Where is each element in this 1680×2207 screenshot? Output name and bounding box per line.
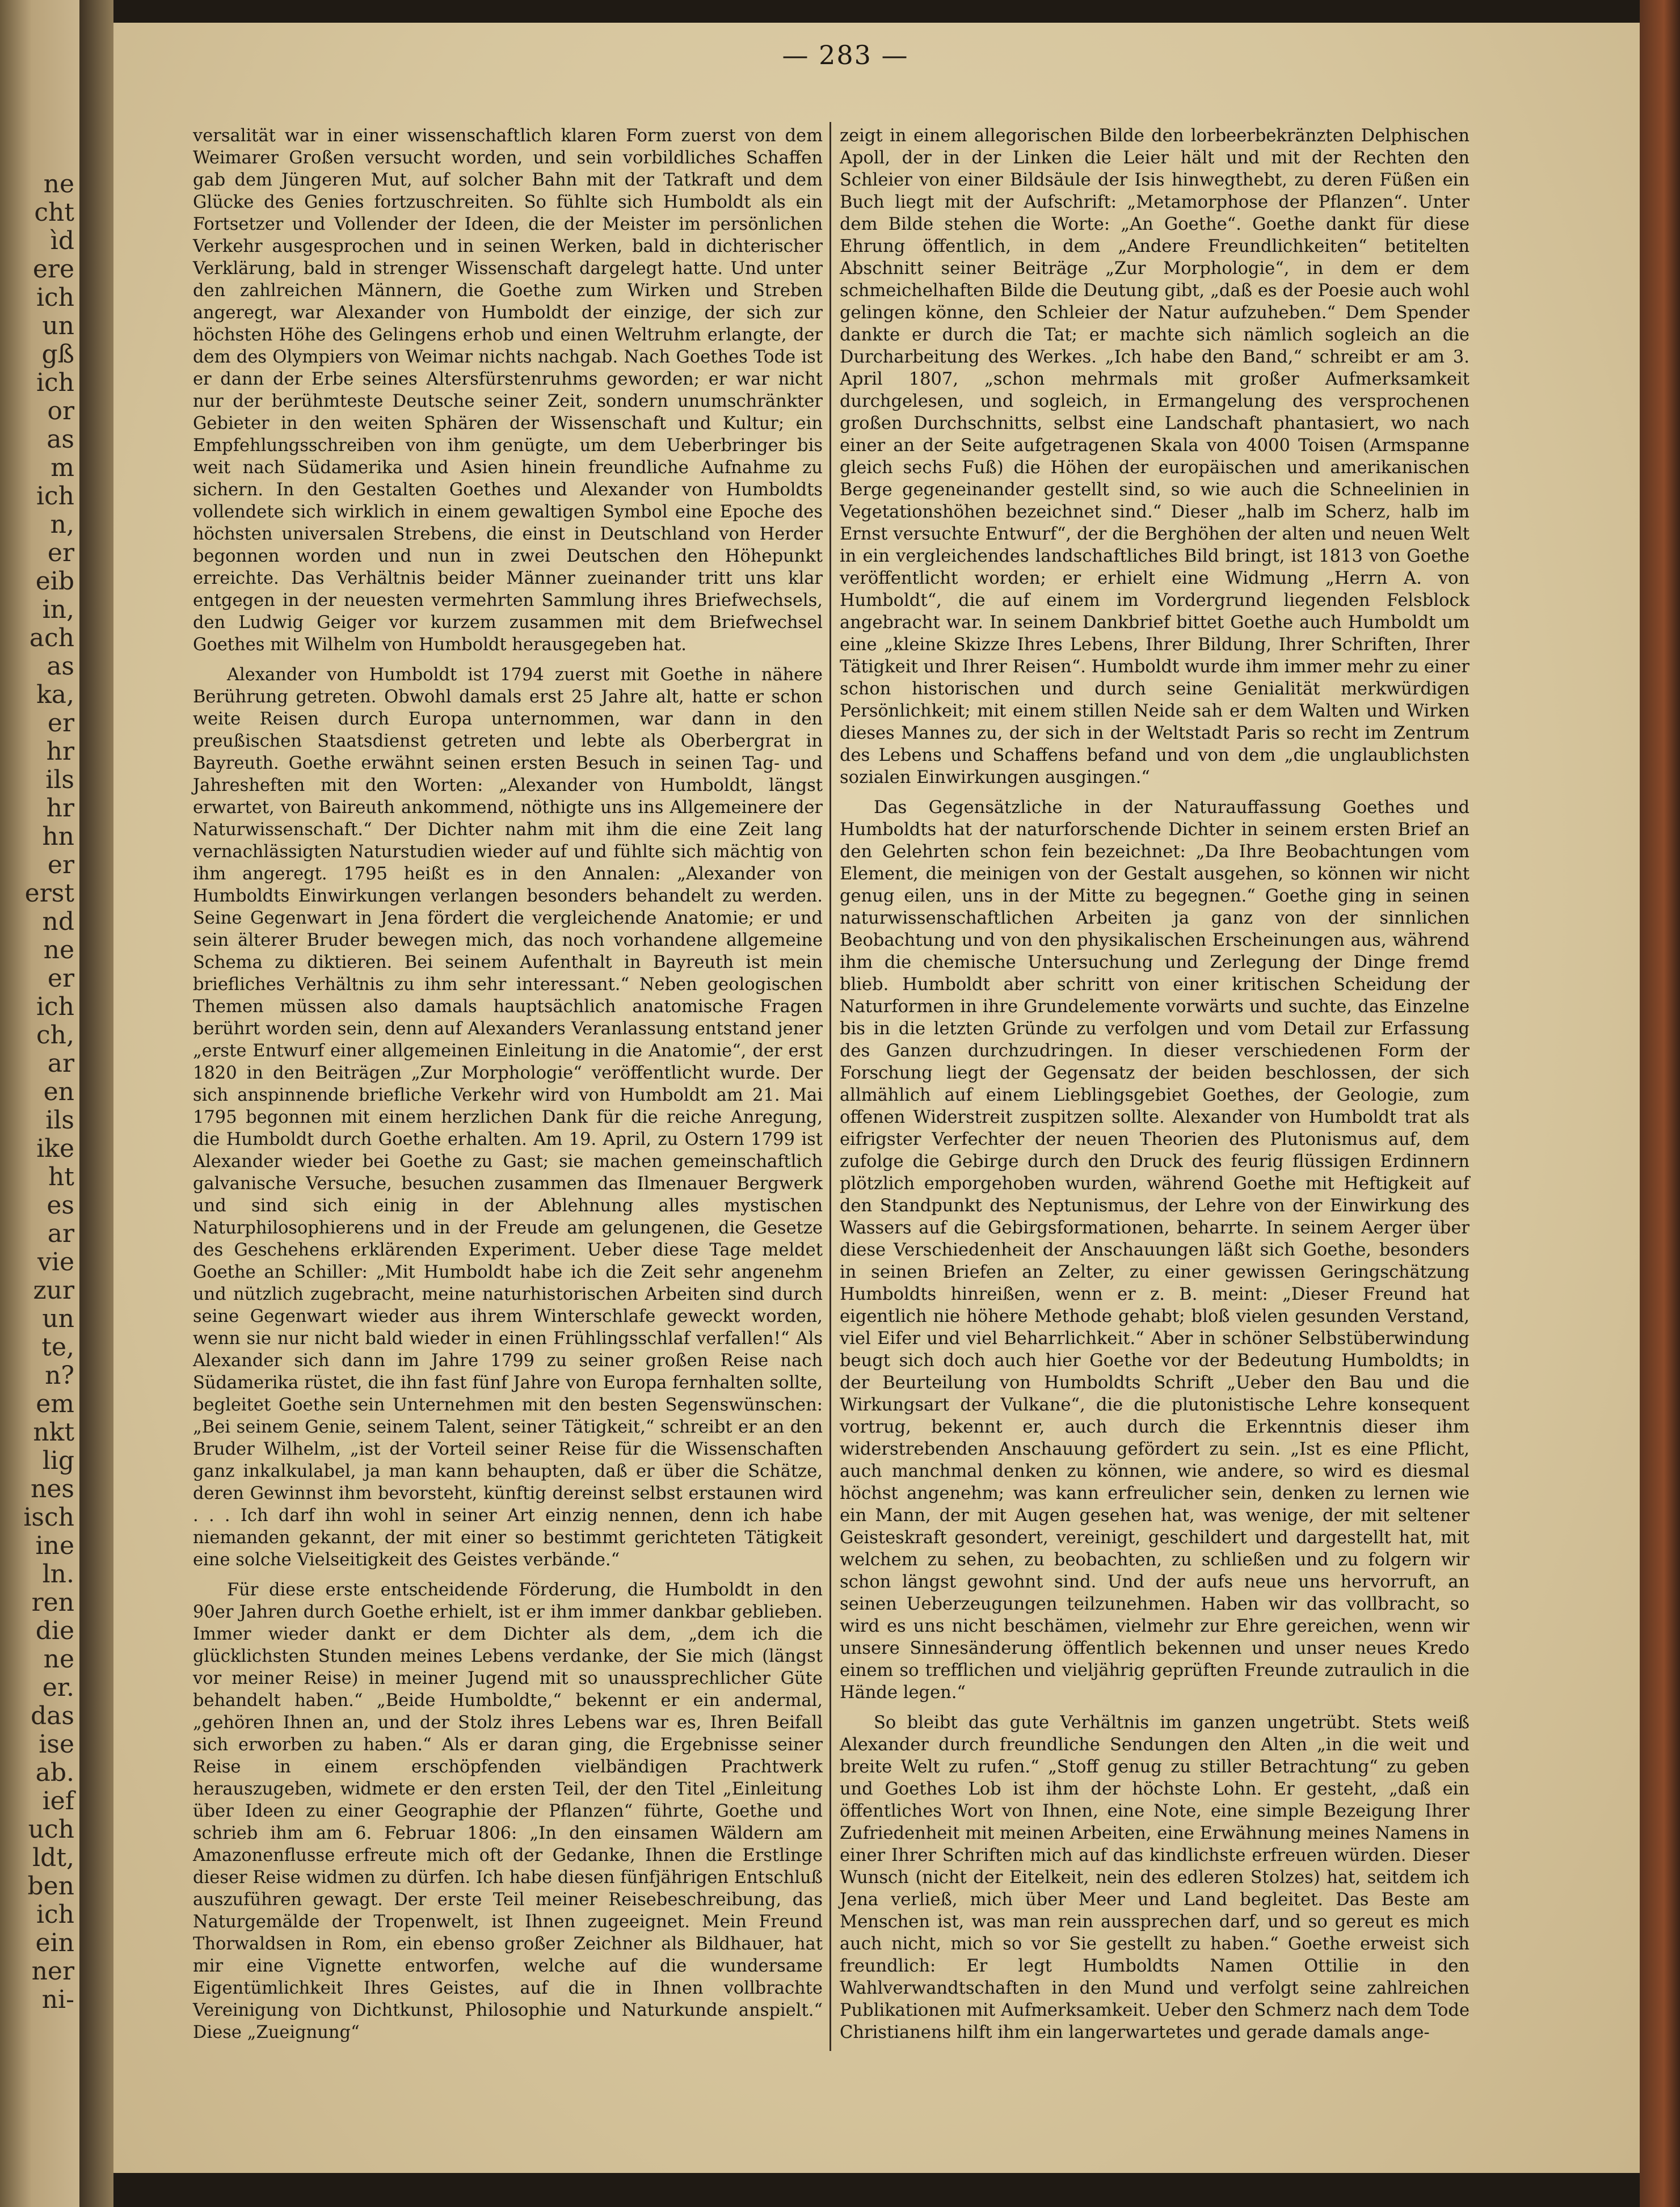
margin-fragment: ich <box>36 368 74 397</box>
margin-fragment: cht <box>34 198 74 227</box>
margin-fragment: es <box>47 1191 74 1220</box>
margin-fragment: te, <box>41 1333 74 1362</box>
margin-fragment: ìd <box>50 226 74 255</box>
margin-fragment: ils <box>45 1106 74 1135</box>
margin-fragment: nes <box>31 1475 74 1503</box>
margin-fragment: hr <box>46 737 74 766</box>
previous-page-edge <box>0 0 79 2207</box>
margin-fragment: ne <box>43 936 74 964</box>
margin-fragment: nkt <box>33 1418 74 1447</box>
margin-fragment: in, <box>42 595 74 624</box>
margin-fragment: zur <box>33 1276 74 1305</box>
margin-fragment: hr <box>46 794 74 823</box>
margin-fragment: vie <box>37 1248 74 1277</box>
margin-fragment: die <box>35 1616 74 1645</box>
margin-fragment: ne <box>43 1645 74 1674</box>
margin-fragment: ab. <box>35 1758 74 1787</box>
paragraph: versalität war in einer wissenschaftlich klaren Form zuerst von dem Weimarer Großen versucht worden, und sein vorbildliches Schaffen gab dem Jüngeren Mut, auf solcher Bahn mit der Tatkraft und dem Glücke des Genies fortzuschreiten. So fühlte sich Humboldt als ein Fortsetzer und Vollender der Ideen, die der Meister im persönlichen Verkehr ausgesprochen und in seinen Werken, bald in dichterischer Verklärung, bald in strenger Wissenschaft dargelegt hatte. Und unter den zahlreichen Männern, die Goethe zum Wirken und Streben angeregt, war Alexander von Humboldt der einzige, der sich zur höchsten Höhe des Gelingens erhob und einen Weltruhm erlangte, der dem des Olympiers von Weimar nichts nachgab. Nach Goethes Tode ist er dann der Erbe seines Altersfürstenruhms geworden; er war nicht nur der berühmteste Deutsche seiner Zeit, sondern unumschränkter Gebieter in den weiten Sphären der Wissenschaft und Kultur; ein Empfehlungsschreiben von ihm genügte, um dem Ueberbringer bis weit nach Südamerika und Asien hinein freundliche Aufnahme zu sichern. In den Gestalten Goethes und Alexander von Humboldts vollendete sich wirklich in einem gewaltigen Symbol eine Epoche des höchsten universalen Strebens, die einst in Deutschland von Herder begonnen worden und nun in zwei Deutschen den Höhepunkt erreichte. Das Verhältnis beider Männer zueinander tritt uns klar entgegen in der neuesten vermehrten Sammlung ihres Briefwechsels, den Ludwig Geiger vor kurzem zusammen mit dem Briefwechsel Goethes mit Wilhelm von Humboldt herausgegeben hat. <box>193 126 823 655</box>
margin-fragment: uch <box>28 1815 74 1844</box>
margin-fragment: lig <box>42 1446 74 1475</box>
margin-fragment: ldt, <box>32 1843 74 1872</box>
margin-fragment: er <box>47 709 74 738</box>
right-column <box>840 125 1470 2044</box>
margin-fragment: ich <box>36 992 74 1021</box>
margin-fragment: en <box>43 1077 74 1106</box>
margin-fragment: ren <box>31 1588 74 1617</box>
paragraph: Das Gegensätzliche in der Naturauffassung Goethes und Humboldts hat der naturforschende Dichter in seinem ersten Brief an den Gelehrten schon fein bezeichnet: „Da Ihre Beobachtungen vom Element, die meinigen von der Gestalt ausgehen, so können wir nicht genug eilen, uns in der Mitte zu begegnen.“ Goethe ging in seinen naturwissenschaftlichen Arbeiten ja ganz von der sinnlichen Beobachtung und von den physikalischen Erscheinungen aus, während ihm die chemische Untersuchung und Zerlegung der Dinge fremd blieb. Humboldt aber schritt von einer kritischen Scheidung der Naturformen in ihre Grundelemente vorwärts und suchte, das Einzelne bis in die letzten Gründe zu verfolgen und vom Detail zur Erfassung des Ganzen durchzudringen. In dieser verschiedenen Form der Forschung liegt der Gegensatz der beiden beschlossen, der sich allmählich auf einem Lieblingsgebiet Goethes, der Geologie, zum offenen Widerstreit zuspitzen sollte. Alexander von Humboldt trat als eifrigster Verfechter der neuen Theorien des Plutonismus auf, dem zufolge die Gebirge durch den Druck des feurig flüssigen Erdinnern plötzlich emporgehoben wurden, während Goethe mit Heftigkeit auf den Standpunkt des Neptunismus, der Lehre von der Einwirkung des Wassers auf die Gebirgsformationen, beharrte. In seinem Aerger über diese Verschiedenheit der Anschauungen läßt sich Goethe, besonders in seinen Briefen an Zelter, zu einer gewissen Geringschätzung Humboldts hinreißen, wenn er z. B. meint: „Dieser Freund hat eigentlich nie höhere Methode gehabt; bloß vielen gesunden Verstand, viel Eifer und viel Beharrlichkeit.“ Aber in schöner Selbstüberwindung beugt sich doch auch hier Goethe vor der Bedeutung Humboldts; in der Beurteilung von Humboldts Schrift „Ueber den Bau und die Wirkungsart der Vulkane“, die die plutonistische Lehre konsequent vortrug, bekennt er, auch durch die Erkenntnis dieser ihm widerstrebenden Anschauung gefördert zu sein. „Ist es eine Pflicht, auch manchmal denken zu können, wie andere, so wird es diesmal höchst angenehm; was kann erfreulicher sein, denken zu lernen wie ein Mann, der mit Augen gesehen hat, was wenige, der mit seltener Geisteskraft gesondert, vereinigt, geschildert und dargestellt hat, mit welchem zu sehen, zu beobachten, zu schließen und zu folgern wir schon längst gewohnt sind. Und der aufs neue uns hervorruft, an seinen Ueberzeugungen teilzunehmen. Haben wir das vollbracht, so wird es uns nicht beschämen, vielmehr zur Ehre gereichen, wenn wir unsere Sinnesänderung öffentlich bekennen und unser neues Kredo einem so trefflichen und vieljährig geprüften Freunde zutraulich in die Hände legen.“ <box>840 798 1470 1703</box>
margin-fragment: ich <box>36 482 74 511</box>
margin-fragment: ach <box>29 624 74 652</box>
margin-fragment: em <box>36 1389 74 1418</box>
margin-fragment: gß <box>41 340 74 369</box>
margin-fragment: un <box>42 1304 74 1333</box>
margin-fragment: er. <box>42 1673 74 1702</box>
margin-fragment: ar <box>47 1049 74 1078</box>
margin-fragment: nd <box>42 907 74 936</box>
margin-fragment: ich <box>36 1900 74 1929</box>
book-gutter <box>79 0 113 2207</box>
margin-fragment: m <box>50 453 74 482</box>
margin-fragment: er <box>47 850 74 879</box>
margin-fragment: ere <box>32 255 74 284</box>
margin-fragment: ief <box>42 1787 74 1816</box>
margin-fragment: n? <box>45 1361 74 1390</box>
margin-fragment: ht <box>48 1163 74 1191</box>
margin-fragment: ka, <box>36 680 74 709</box>
margin-fragment: er <box>47 964 74 993</box>
margin-fragment: hn <box>42 822 74 851</box>
margin-fragment: isch <box>23 1503 74 1532</box>
margin-fragment: erst <box>24 879 74 908</box>
margin-fragment: ben <box>27 1872 74 1901</box>
margin-fragment: ich <box>36 283 74 312</box>
margin-fragment: ln. <box>42 1560 74 1589</box>
margin-fragment: ine <box>35 1531 74 1560</box>
margin-fragment: eib <box>35 567 74 596</box>
book-cover-edge <box>1640 0 1680 2207</box>
margin-fragment: ne <box>43 170 74 199</box>
margin-fragment: un <box>42 311 74 340</box>
margin-fragment: ils <box>45 765 74 794</box>
page-number: — 283 — <box>782 40 909 70</box>
margin-fragment: or <box>47 397 74 426</box>
column-divider <box>830 122 831 2051</box>
paragraph: zeigt in einem allegorischen Bilde den lorbeerbekränzten Delphischen Apoll, der in der Linken die Leier hält und mit der Rechten den Schleier von einer Bildsäule der Isis hinwegthebt, zu deren Füßen ein Buch liegt mit der Aufschrift: „Metamorphose der Pflanzen“. Unter dem Bilde stehen die Worte: „An Goethe“. Goethe dankt für diese Ehrung öffentlich, in dem „Andere Freundlichkeiten“ betitelten Abschnitt seiner Beiträge „Zur Morphologie“, in dem er dem schmeichelhaften Bilde die Deutung gibt, „daß es der Poesie auch wohl gelingen könne, den Schleier der Natur aufzuheben.“ Dem Spender dankte er durch die Tat; er machte sich nämlich sogleich an die Durcharbeitung des Werkes. „Ich habe den Band,“ schreibt er am 3. April 1807, „schon mehrmals mit großer Aufmerksamkeit durchgelesen, und sogleich, in Ermangelung des versprochenen großen Durchschnitts, selbst eine Landschaft phantasiert, wo nach einer an der Seite aufgetragenen Skala von 4000 Toisen (Armspanne gleich sechs Fuß) die Höhen der europäischen und amerikanischen Berge gegeneinander gestellt sind, so wie auch die Schneelinien in Vegetationshöhen bezeichnet sind.“ Dieser „halb im Scherz, halb im Ernst versuchte Entwurf“, der die Berghöhen der alten und neuen Welt in ein vergleichendes landschaftliches Bild bringt, ist 1813 von Goethe veröffentlicht worden; er erhielt eine Widmung „Herrn A. von Humboldt“, die auf einem im Vordergrund liegenden Felsblock angebracht war. In seinem Dankbrief bittet Goethe auch Humboldt um eine „kleine Skizze Ihres Lebens, Ihrer Bildung, Ihrer Schriften, Ihrer Tätigkeit und Ihrer Reisen“. Humboldt wurde ihm immer mehr zu einer schon historischen und durch seine Genialität merkwürdigen Persönlichkeit; mit einem stillen Neide sah er dem Walten und Wirken dieses Mannes zu, der sich in der Weltstadt Paris so recht im Zentrum des Lebens und Schaffens befand und von dem „die unglaublichsten sozialen Einwirkungen ausgingen.“ <box>840 126 1470 787</box>
margin-fragment: ch, <box>36 1021 74 1050</box>
margin-fragment: ni- <box>41 1985 74 2014</box>
margin-fragment: n, <box>50 510 74 539</box>
margin-fragment: as <box>47 425 74 454</box>
margin-fragment: ein <box>35 1928 74 1957</box>
paragraph: Alexander von Humboldt ist 1794 zuerst mit Goethe in nähere Berührung getreten. Obwohl damals erst 25 Jahre alt, hatte er schon weite Reisen durch Europa unternommen, war dann in den preußischen Staatsdienst getreten und lebte als Oberbergrat in Bayreuth. Goethe erwähnt seinen ersten Besuch in seinen Tag- und Jahresheften mit den Worten: „Alexander von Humboldt, längst erwartet, von Baireuth ankommend, nöthigte uns ins Allgemeinere der Naturwissenschaft.“ Der Dichter nahm mit ihm die eine Zeit lang vernachlässigten Naturstudien wieder auf und fühlte sich mächtig von ihm angeregt. 1795 heißt es in den Annalen: „Alexander von Humboldts Einwirkungen verlangen besonders behandelt zu werden. Seine Gegenwart in Jena fördert die vergleichende Anatomie; er und sein älterer Bruder bewegen mich, das noch vorhandene allgemeine Schema zu diktieren. Bei seinem Aufenthalt in Bayreuth ist mein briefliches Verhältnis zu ihm sehr interessant.“ Neben geologischen Themen müssen also damals hauptsächlich anatomische Fragen berührt worden sein, denn auf Alexanders Veranlassung entstand jener „erste Entwurf einer allgemeinen Einleitung in die Anatomie“, der erst 1820 in den Beiträgen „Zur Morphologie“ veröffentlicht wurde. Der sich anspinnende briefliche Verkehr wird von Humboldt am 21. Mai 1795 begonnen mit einem herzlichen Dank für die reiche Anregung, die Humboldt durch Goethe erhalten. Am 19. April, zu Ostern 1799 ist Alexander wieder bei Goethe zu Gast; sie machen gemeinschaftlich galvanische Versuche, besuchen zusammen das Ilmenauer Bergwerk und sind sich einig in der Ablehnung alles mystischen Naturphilosophierens und in der Freude am gelungenen, die Gesetze des Geschehens erklärenden Experiment. Ueber diese Tage meldet Goethe an Schiller: „Mit Humboldt habe ich die Zeit sehr angenehm und nützlich zugebracht, meine naturhistorischen Arbeiten sind durch seine Gegenwart wieder aus ihrem Winterschlafe geweckt worden, wenn sie nur nicht bald wieder in einen Frühlingsschlaf verfallen!“ Als Alexander sich dann im Jahre 1799 zu seiner großen Reise nach Südamerika rüstet, die ihn fast fünf Jahre von Europa fernhalten sollte, begleitet Goethe sein Unternehmen mit den besten Segenswünschen: „Bei seinem Genie, seinem Talent, seiner Tätigkeit,“ schreibt er an den Bruder Wilhelm, „ist der Vorteil seiner Reise für die Wissenschaften ganz inkalkulabel, ja man kann behaupten, daß er über die Schätze, deren Gewinnst ihm bevorsteht, künftig dereinst selbst erstaunen wird . . . Ich darf ihn wohl in seiner Art einzig nennen, denn ich habe niemanden gekannt, der mit einer so bestimmt gerichteten Tätigkeit eine solche Vielseitigkeit des Geistes verbände.“ <box>193 665 823 1570</box>
margin-fragment: ise <box>39 1730 74 1759</box>
left-column <box>193 125 823 2044</box>
margin-fragment: as <box>47 652 74 681</box>
margin-fragment: er <box>47 538 74 567</box>
margin-fragment: ar <box>47 1219 74 1248</box>
margin-fragment: ner <box>31 1957 74 1986</box>
margin-fragment: ike <box>36 1134 74 1163</box>
margin-fragment: das <box>31 1701 74 1730</box>
paragraph: Für diese erste entscheidende Förderung, die Humboldt in den 90er Jahren durch Goethe erhielt, ist er ihm immer dankbar geblieben. Immer wieder dankt er dem Dichter als dem, „dem ich die glücklichsten Stunden meines Lebens verdanke, der Sie mich (längst vor meiner Reise) in meiner Jugend mit so unaussprechlicher Güte behandelt haben.“ „Beide Humboldte,“ bekennt er ein andermal, „gehören Ihnen an, und der Stolz ihres Lebens war es, Ihren Beifall sich erworben zu haben.“ Als er daran ging, die Ergebnisse seiner Reise in einem erschöpfenden vielbändigen Prachtwerk herauszugeben, widmete er den ersten Teil, der den Titel „Einleitung über Ideen zu einer Geographie der Pflanzen“ führte, Goethe und schrieb ihm am 6. Februar 1806: „In den einsamen Wäldern am Amazonenflusse erfreute mich oft der Gedanke, Ihnen die Erstlinge dieser Reise widmen zu dürfen. Ich habe diesen fünfjährigen Entschluß auszuführen gewagt. Der erste Teil meiner Reisebeschreibung, das Naturgemälde der Tropenwelt, ist Ihnen zugeeignet. Mein Freund Thorwaldsen in Rom, ein ebenso großer Zeichner als Bildhauer, hat mir eine Vignette entworfen, welche auf die wundersame Eigentümlichkeit Ihres Geistes, auf die in Ihnen vollbrachte Vereinigung von Dichtkunst, Philosophie und Naturkunde anspielt.“ Diese „Zueignung“ <box>193 1580 823 2042</box>
paragraph: So bleibt das gute Verhältnis im ganzen ungetrübt. Stets weiß Alexander durch freundliche Sendungen den Alten „in die weit und breite Welt zu rufen.“ „Stoff genug zu stiller Betrachtung“ zu geben und Goethes Lob ist ihm der höchste Lohn. Er gesteht, „daß ein öffentliches Wort von Ihnen, eine Note, eine simple Bezeigung Ihrer Zufriedenheit mit meinen Arbeiten, eine Erwähnung meines Namens in einer Ihrer Schriften mich auf das kindlichste erfreuen würden. Dieser Wunsch (nicht der Eitelkeit, nein des edleren Stolzes) hat, seitdem ich Jena verließ, mich über Meer und Land begleitet. Das Beste am Menschen ist, was man rein aussprechen darf, und so gereut es mich auch nicht, mich so vor Sie gestellt zu haben.“ Goethe erweist sich freundlich: Er legt Humboldts Namen Ottilie in den Wahlverwandtschaften in den Mund und verfolgt seine zahlreichen Publikationen mit Aufmerksamkeit. Ueber den Schmerz nach dem Tode Christianens hilft ihm ein langerwartetes und gerade damals ange- <box>840 1713 1470 2042</box>
